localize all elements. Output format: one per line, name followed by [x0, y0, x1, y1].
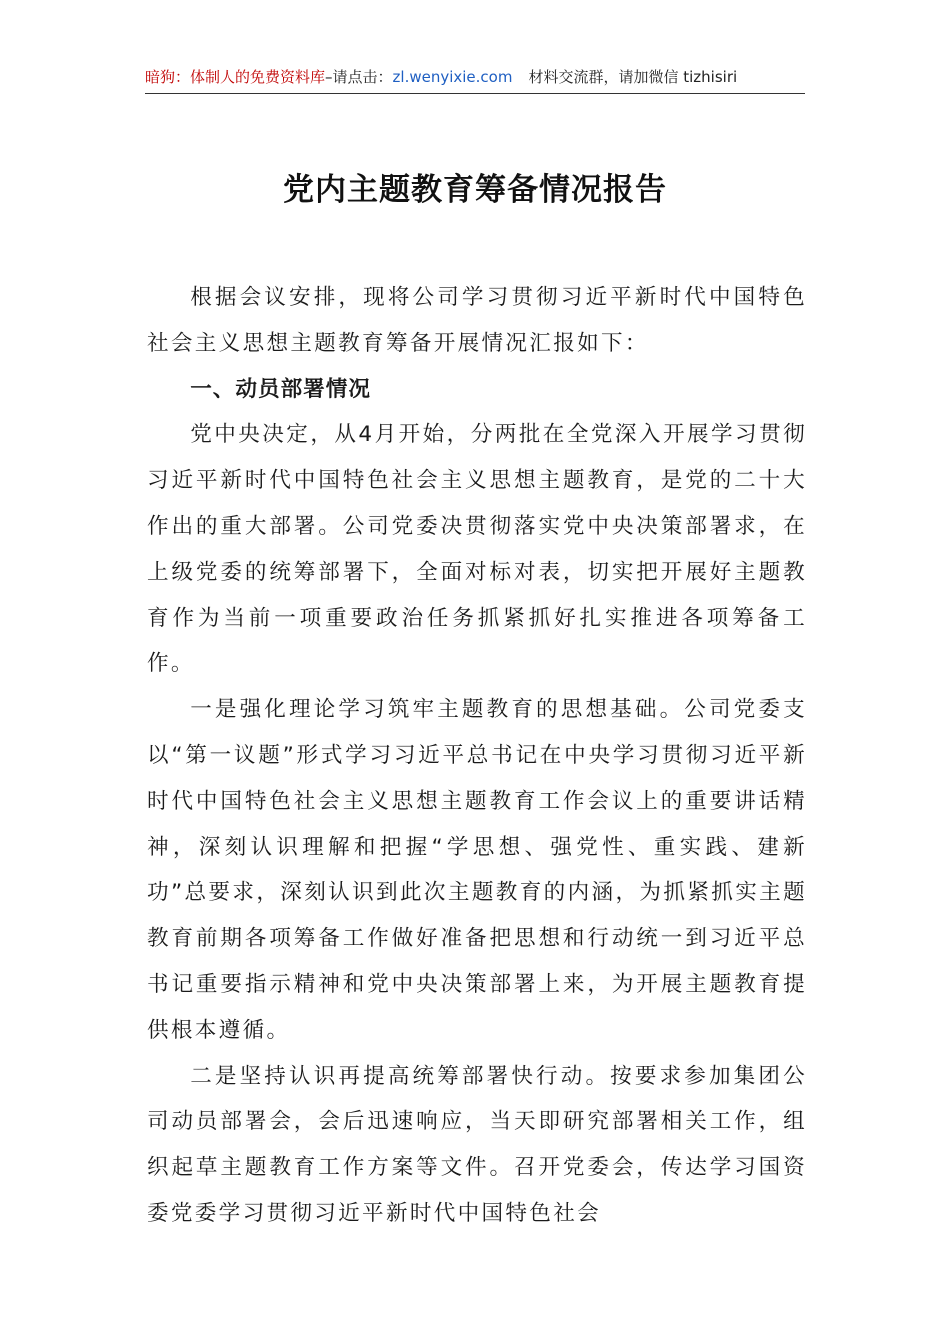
- page-header: [145, 66, 805, 88]
- document-body: [147, 275, 807, 1237]
- header-divider: [145, 93, 805, 94]
- document-title: 党内主题教育筹备情况报告: [283, 172, 667, 208]
- header-contact: 材料交流群，请加微信 tizhisiri: [528, 68, 738, 86]
- intro-paragraph: 根据会议安排，现将公司学习贯彻习近平新时代中国特色社会主义思想主题教育筹备开展情况汇报如下：: [147, 285, 807, 356]
- header-click-prompt: –请点击：: [325, 68, 393, 86]
- body-paragraph: 二是坚持认识再提高统筹部署快行动。按要求参加集团公司动员部署会，会后迅速响应，当天即研究部署相关工作，组织起草主题教育工作方案等文件。召开党委会，传达学习国资委党委学习贯彻习近平新时代中国特色社会: [147, 1063, 807, 1226]
- body-paragraph: 党中央决定，从4月开始，分两批在全党深入开展学习贯彻习近平新时代中国特色社会主义思想主题教育，是党的二十大作出的重大部署。公司党委决贯彻落实党中央决策部署求，在上级党委的统筹部署下，全面对标对表，切实把开展好主题教育作为当前一项重要政治任务抓紧抓好扎实推进各项筹备工作。: [147, 422, 807, 677]
- body-paragraph: 一是强化理论学习筑牢主题教育的思想基础。公司党委支以“第一议题”形式学习习近平总书记在中央学习贯彻习近平新时代中国特色社会主义思想主题教育工作会议上的重要讲话精神，深刻认识理解和把握“学思想、强党性、重实践、建新功”总要求，深刻认识到此次主题教育的内涵，为抓紧抓实主题教育前期各项筹备工作做好准备把思想和行动统一到习近平总书记重要指示精神和党中央决策部署上来，为开展主题教育提供根本遵循。: [147, 697, 807, 1043]
- header-site-name: 暗狗：体制人的免费资料库: [145, 68, 326, 86]
- section-heading: 一、动员部署情况: [190, 376, 371, 402]
- header-url-link[interactable]: zl.wenyixie.com: [392, 68, 513, 86]
